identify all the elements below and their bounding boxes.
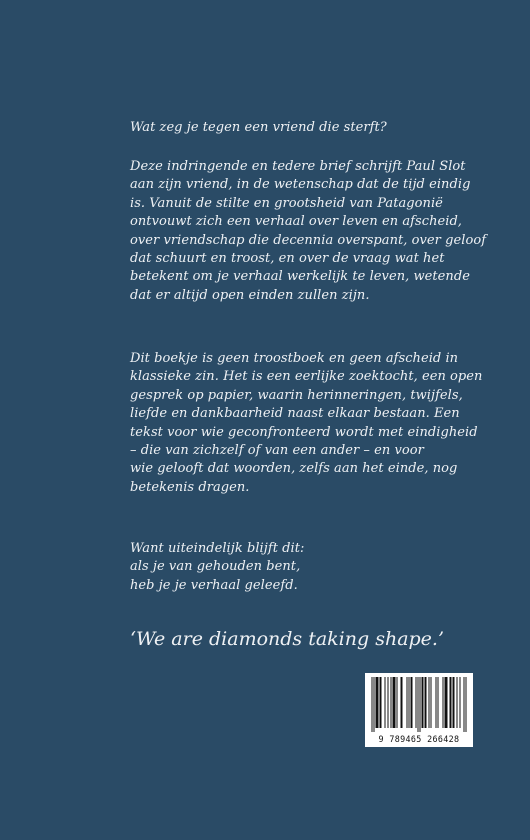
text-line: klassieke zin. Het is een eerlijke zoektocht, een open — [130, 369, 483, 385]
text-line: betekenis dragen. — [130, 479, 250, 495]
question-line: Wat zeg je tegen een vriend die sterft? — [130, 120, 387, 135]
barcode-bar — [378, 677, 379, 728]
barcode-bar — [407, 677, 408, 728]
barcode-bar — [450, 677, 451, 728]
barcode-bar — [409, 677, 410, 728]
synopsis-paragraph-2 — [130, 350, 483, 497]
barcode-bar — [445, 677, 446, 728]
barcode-bar — [376, 677, 377, 728]
barcode-bar — [438, 677, 439, 728]
barcode-bar — [385, 677, 386, 728]
text-line: wie gelooft dat woorden, zelfs aan het einde, nog — [130, 461, 458, 477]
text-line: aan zijn vriend, in de wetenschap dat de tijd eindig — [130, 177, 471, 193]
barcode-bar — [423, 677, 424, 728]
barcode-bar — [377, 677, 378, 728]
barcode-bar — [402, 677, 403, 728]
text-line: Deze indringende en tedere brief schrijft Paul Slot — [130, 159, 466, 174]
barcode-bar — [466, 677, 467, 732]
barcode-bar — [431, 677, 432, 728]
barcode-bar — [420, 677, 421, 732]
text-line: is. Vanuit de stilte en grootsheid van Patagonië — [130, 195, 443, 211]
barcode-bar — [464, 677, 465, 732]
barcode-bar — [425, 677, 426, 728]
text-line: Dit boekje is geen troostboek en geen afscheid in — [130, 351, 459, 366]
barcode-bar — [412, 677, 413, 728]
text-line: tekst voor wie geconfronteerd wordt met eindigheid — [130, 424, 478, 440]
barcode-bars — [365, 673, 473, 733]
barcode-bar — [451, 677, 452, 728]
isbn-barcode — [365, 673, 473, 747]
text-line: betekent om je verhaal werkelijk te leven, wetende — [130, 269, 470, 285]
tagline-quote: ‘We are diamonds taking shape.’ — [130, 628, 445, 650]
barcode-bar — [397, 677, 398, 728]
barcode-bar — [418, 677, 419, 732]
barcode-bar — [457, 677, 458, 728]
barcode-bar — [380, 677, 381, 728]
text-line: dat schuurt en troost, en over de vraag wat het — [130, 251, 445, 267]
barcode-bar — [443, 677, 444, 728]
verse-line: Want uiteindelijk blijft dit: — [130, 541, 305, 556]
barcode-bar — [436, 677, 437, 728]
barcode-bar — [416, 677, 417, 728]
barcode-bar — [454, 677, 455, 728]
opening-question — [130, 119, 470, 137]
barcode-bar — [453, 677, 454, 728]
barcode-bar — [391, 677, 392, 728]
barcode-bar — [372, 677, 373, 732]
barcode-bar — [374, 677, 375, 732]
barcode-bar — [388, 677, 389, 728]
text-line: – die van zichzelf of van een ander – en voor — [130, 443, 424, 459]
barcode-bar — [393, 677, 394, 728]
verse-line: als je van gehouden bent, — [130, 559, 301, 575]
synopsis-paragraph-1 — [130, 158, 487, 305]
barcode-bar — [381, 677, 382, 728]
text-line: ontvouwt zich een verhaal over leven en afscheid, — [130, 214, 462, 230]
barcode-bar — [401, 677, 402, 728]
closing-verse — [130, 540, 470, 595]
barcode-bar — [394, 677, 395, 728]
text-line: dat er altijd open einden zullen zijn. — [130, 287, 370, 303]
barcode-bar — [411, 677, 412, 728]
barcode-bar — [447, 677, 448, 728]
isbn-number: 9 789465 266428 — [378, 734, 460, 744]
verse-line: heb je je verhaal geleefd. — [130, 577, 298, 593]
text-line: over vriendschap die decennia overspant, over geloof — [130, 232, 487, 248]
text-line: liefde en dankbaarheid naast elkaar bestaan. Een — [130, 406, 460, 422]
barcode-bar — [429, 677, 430, 728]
barcode-bar — [446, 677, 447, 728]
barcode-bar — [426, 677, 427, 728]
barcode-bar — [460, 677, 461, 728]
text-line: gesprek op papier, waarin herinneringen, twijfels, — [130, 387, 463, 403]
barcode-bar — [395, 677, 396, 728]
barcode-bar — [422, 677, 423, 728]
